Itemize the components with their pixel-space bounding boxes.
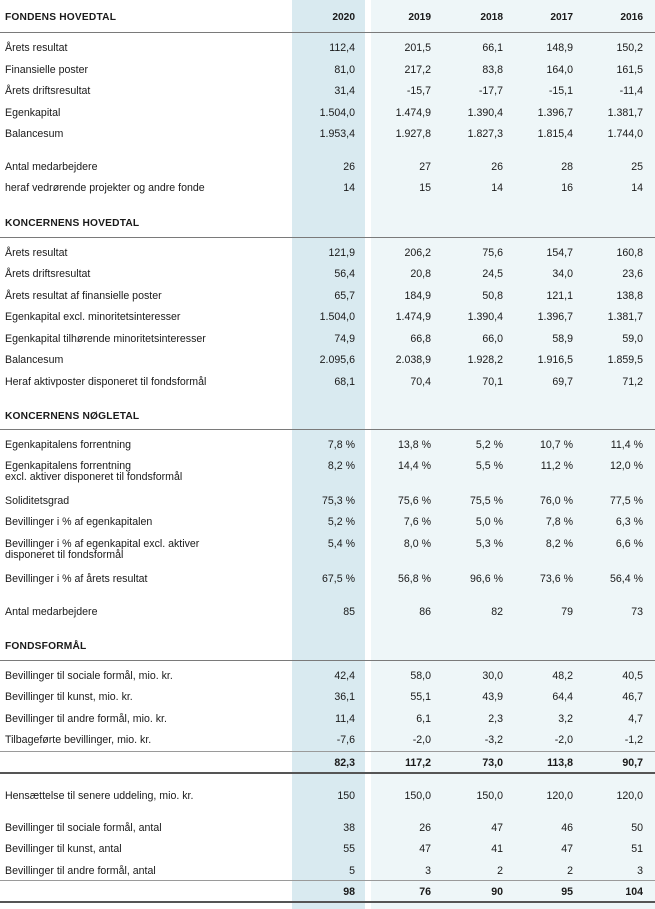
cell-value: 8,2 % [327,460,355,472]
cell-value: 150,2 [616,42,643,54]
cell-value: -2,0 [412,734,431,746]
cell-value: 70,1 [482,376,503,388]
cell-value: 95 [561,886,573,898]
cell-value: 1.504,0 [319,107,355,119]
cell-value: 67,5 % [322,573,355,585]
cell-value: 104 [625,886,643,898]
cell-value: 1.381,7 [607,107,643,119]
cell-value: 1.474,9 [395,311,431,323]
row-label: Bevillinger til sociale formål, mio. kr. [5,670,173,682]
row-label: Bevillinger i % af egenkapitalen [5,516,153,528]
cell-value: 70,4 [410,376,431,388]
cell-value: 82 [491,606,503,618]
cell-value: 51 [631,843,643,855]
cell-value: 23,6 [622,268,643,280]
cell-value: 10,7 % [540,439,573,451]
cell-value: 82,3 [334,757,355,769]
cell-value: 24,5 [482,268,503,280]
cell-value: 1.390,4 [467,311,503,323]
cell-value: 46 [561,822,573,834]
cell-value: 1.928,2 [467,354,503,366]
cell-value: 11,2 % [540,460,573,472]
cell-value: 71,2 [622,376,643,388]
cell-value: 148,9 [546,42,573,54]
cell-value: 79 [561,606,573,618]
cell-value: 55 [343,843,355,855]
row-label: Bevillinger til sociale formål, antal [5,822,162,834]
cell-value: 73,0 [482,757,503,769]
cell-value: 112,4 [329,42,355,54]
cell-value: -3,2 [484,734,503,746]
cell-value: 26 [491,161,503,173]
cell-value: 1.953,4 [319,128,355,140]
cell-value: 64,4 [552,691,573,703]
row-label: heraf vedrørende projekter og andre fonde [5,182,205,194]
row-label: Årets resultat [5,247,68,259]
cell-value: 56,4 [334,268,355,280]
cell-value: 68,1 [334,376,355,388]
cell-value: 15 [419,182,431,194]
section-title: KONCERNENS NØGLETAL [5,411,140,422]
cell-value: 6,6 % [615,538,643,550]
year-header: 2020 [332,12,355,23]
cell-value: 59,0 [622,333,643,345]
cell-value: 83,8 [482,64,503,76]
cell-value: 5 [349,865,355,877]
total-rule-below [0,772,655,774]
cell-value: 43,9 [482,691,503,703]
cell-value: 150,0 [404,790,431,802]
cell-value: -15,1 [548,85,573,97]
cell-value: 3 [637,865,643,877]
row-label: Tilbageførte bevillinger, mio. kr. [5,734,152,746]
cell-value: 41 [491,843,503,855]
row-label: Antal medarbejdere [5,161,98,173]
section-title: KONCERNENS HOVEDTAL [5,218,140,229]
cell-value: 121,1 [546,290,573,302]
cell-value: 1.396,7 [537,311,573,323]
cell-value: 20,8 [410,268,431,280]
year-header: 2017 [550,12,573,23]
year-header: 2018 [480,12,503,23]
cell-value: 66,1 [482,42,503,54]
row-label: Heraf aktivposter disponeret til fondsformål [5,376,207,388]
cell-value: 46,7 [622,691,643,703]
cell-value: 76 [419,886,431,898]
cell-value: 117,2 [405,757,431,769]
cell-value: 1.381,7 [607,311,643,323]
cell-value: 154,7 [546,247,573,259]
cell-value: 90 [491,886,503,898]
cell-value: 5,4 % [327,538,355,550]
row-label-continued: disponeret til fondsformål [5,549,124,561]
cell-value: 50,8 [482,290,503,302]
cell-value: 66,8 [410,333,431,345]
cell-value: 184,9 [404,290,431,302]
cell-value: 2 [497,865,503,877]
cell-value: 75,6 [482,247,503,259]
cell-value: 27 [419,161,431,173]
cell-value: 48,2 [552,670,573,682]
row-label: Bevillinger til andre formål, mio. kr. [5,713,167,725]
row-label: Egenkapital excl. minoritetsinteresser [5,311,181,323]
cell-value: 69,7 [552,376,573,388]
cell-value: 36,1 [334,691,355,703]
section-rule [0,237,655,238]
cell-value: 11,4 % [610,439,643,451]
cell-value: 25 [631,161,643,173]
cell-value: 28 [561,161,573,173]
row-label: Soliditetsgrad [5,495,70,507]
cell-value: 2.038,9 [395,354,431,366]
cell-value: 7,8 % [545,516,573,528]
total-rule-below [0,901,655,903]
cell-value: 1.744,0 [607,128,643,140]
cell-value: 3,2 [558,713,573,725]
row-label: Bevillinger i % af egenkapital excl. aktiver [5,538,200,550]
cell-value: 1.504,0 [319,311,355,323]
cell-value: 16 [561,182,573,194]
row-label: Årets resultat [5,42,68,54]
year-header: 2019 [408,12,431,23]
row-label: Egenkapitalens forrentning [5,460,132,472]
cell-value: 150,0 [476,790,503,802]
cell-value: 160,8 [616,247,643,259]
cell-value: 8,2 % [545,538,573,550]
cell-value: 38 [343,822,355,834]
cell-value: 75,6 % [398,495,431,507]
cell-value: -2,0 [554,734,573,746]
cell-value: 5,3 % [475,538,503,550]
cell-value: 206,2 [404,247,431,259]
row-label: Balancesum [5,128,64,140]
cell-value: 161,5 [616,64,643,76]
cell-value: 2 [567,865,573,877]
cell-value: 1.859,5 [607,354,643,366]
cell-value: 47 [561,843,573,855]
row-label: Årets driftsresultat [5,268,91,280]
cell-value: 5,2 % [475,439,503,451]
cell-value: 73 [631,606,643,618]
cell-value: 96,6 % [470,573,503,585]
cell-value: 14 [491,182,503,194]
row-label: Egenkapitalens forrentning [5,439,132,451]
cell-value: 2.095,6 [319,354,355,366]
cell-value: 1.390,4 [467,107,503,119]
year-header: 2016 [620,12,643,23]
cell-value: 58,9 [552,333,573,345]
cell-value: 6,1 [416,713,431,725]
row-label: Bevillinger til kunst, mio. kr. [5,691,133,703]
cell-value: 1.815,4 [537,128,573,140]
cell-value: 1.916,5 [537,354,573,366]
cell-value: 1.396,7 [537,107,573,119]
cell-value: 30,0 [482,670,503,682]
cell-value: 5,2 % [327,516,355,528]
row-label: Bevillinger til kunst, antal [5,843,122,855]
cell-value: 14,4 % [398,460,431,472]
cell-value: 50 [631,822,643,834]
cell-value: 40,5 [622,670,643,682]
cell-value: 7,8 % [327,439,355,451]
cell-value: 55,1 [410,691,431,703]
cell-value: 47 [491,822,503,834]
cell-value: 90,7 [622,757,643,769]
cell-value: 6,3 % [615,516,643,528]
cell-value: 7,6 % [403,516,431,528]
cell-value: 74,9 [334,333,355,345]
cell-value: 150 [337,790,355,802]
cell-value: 14 [343,182,355,194]
cell-value: 12,0 % [610,460,643,472]
row-label: Antal medarbejdere [5,606,98,618]
section-title: FONDENS HOVEDTAL [5,12,117,23]
cell-value: 65,7 [334,290,355,302]
cell-value: 26 [419,822,431,834]
cell-value: 4,7 [628,713,643,725]
cell-value: 34,0 [552,268,573,280]
cell-value: 13,8 % [398,439,431,451]
row-label: Finansielle poster [5,64,89,76]
cell-value: 47 [419,843,431,855]
cell-value: 1.927,8 [395,128,431,140]
cell-value: 76,0 % [540,495,573,507]
section-title: FONDSFORMÅL [5,641,87,652]
cell-value: 14 [631,182,643,194]
row-label: Årets driftsresultat [5,85,91,97]
cell-value: 31,4 [334,85,355,97]
cell-value: 98 [343,886,355,898]
cell-value: 86 [419,606,431,618]
cell-value: 201,5 [404,42,431,54]
row-label: Egenkapital tilhørende minoritetsinteresser [5,333,206,345]
cell-value: 5,5 % [475,460,503,472]
cell-value: 2,3 [488,713,503,725]
cell-value: 121,9 [328,247,355,259]
row-label: Bevillinger i % af årets resultat [5,573,148,585]
cell-value: 75,5 % [470,495,503,507]
cell-value: 138,8 [616,290,643,302]
cell-value: 113,8 [547,757,573,769]
cell-value: 3 [425,865,431,877]
cell-value: 11,4 [335,713,355,725]
cell-value: 56,4 % [610,573,643,585]
cell-value: 1.474,9 [395,107,431,119]
cell-value: 77,5 % [610,495,643,507]
row-label: Årets resultat af finansielle poster [5,290,162,302]
cell-value: 75,3 % [322,495,355,507]
cell-value: -17,7 [478,85,503,97]
cell-value: 81,0 [334,64,355,76]
cell-value: -1,2 [624,734,643,746]
row-label-continued: excl. aktiver disponeret til fondsformål [5,471,183,483]
cell-value: 217,2 [404,64,431,76]
section-rule [0,660,655,661]
cell-value: -15,7 [406,85,431,97]
row-label: Bevillinger til andre formål, antal [5,865,156,877]
cell-value: -7,6 [336,734,355,746]
cell-value: -11,4 [619,85,643,97]
row-label: Balancesum [5,354,64,366]
cell-value: 42,4 [334,670,355,682]
cell-value: 56,8 % [398,573,431,585]
row-label: Hensættelse til senere uddeling, mio. kr. [5,790,194,802]
cell-value: 120,0 [546,790,573,802]
section-rule [0,429,655,430]
cell-value: 26 [343,161,355,173]
cell-value: 164,0 [546,64,573,76]
cell-value: 73,6 % [540,573,573,585]
cell-value: 120,0 [616,790,643,802]
cell-value: 66,0 [482,333,503,345]
row-label: Egenkapital [5,107,61,119]
total-rule-above [0,751,655,752]
cell-value: 58,0 [410,670,431,682]
cell-value: 1.827,3 [467,128,503,140]
cell-value: 8,0 % [403,538,431,550]
cell-value: 85 [343,606,355,618]
total-rule-above [0,880,655,881]
section-rule [0,32,655,33]
cell-value: 5,0 % [475,516,503,528]
